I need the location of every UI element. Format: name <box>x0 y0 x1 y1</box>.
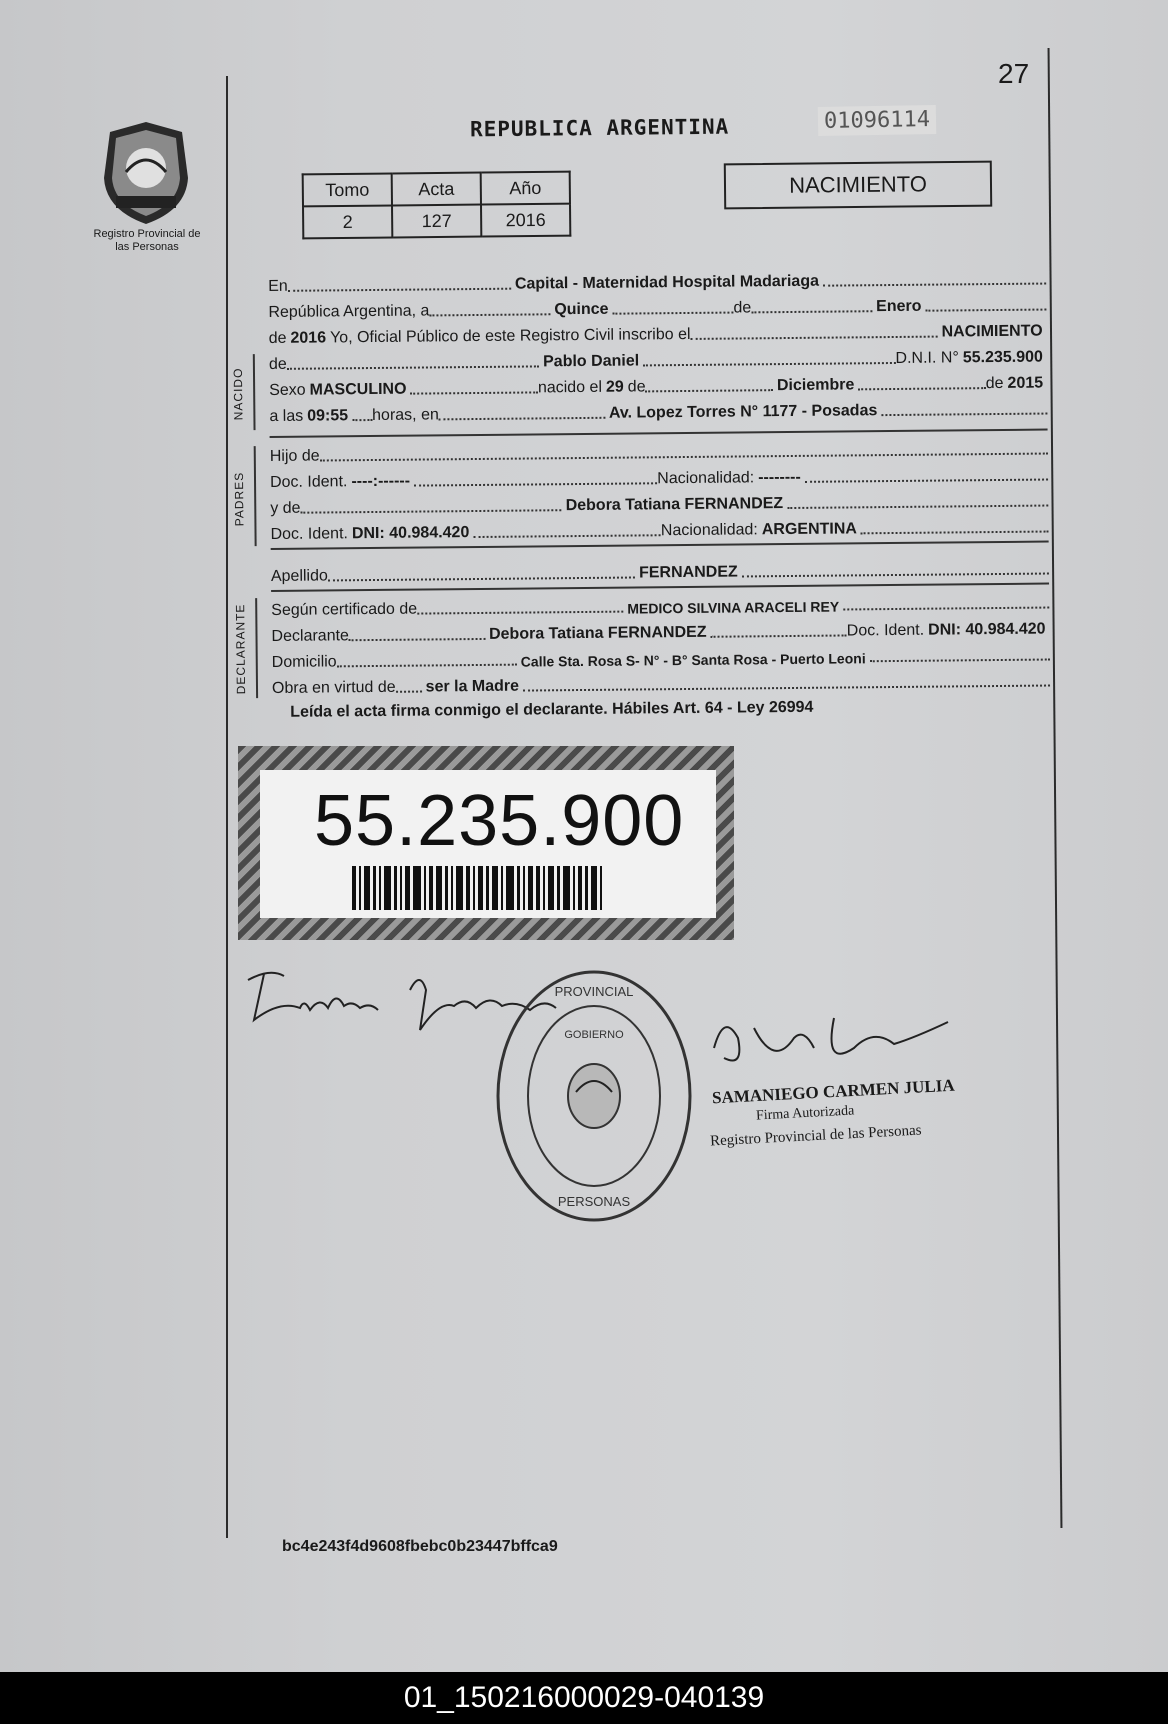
registry-label: Registro Provincial de las Personas <box>93 228 201 253</box>
document-title: REPUBLICA ARGENTINA <box>469 114 730 142</box>
inscribe-value: NACIMIENTO <box>941 322 1043 341</box>
mother-name: Debora Tatiana FERNANDEZ <box>565 495 784 515</box>
birth-year: 2015 <box>1007 374 1044 392</box>
y-de-label: y de <box>270 499 301 517</box>
anio-value: 2016 <box>481 204 570 237</box>
anio-header: Año <box>481 172 570 205</box>
dots <box>429 313 550 316</box>
obra-value: ser la Madre <box>425 677 520 696</box>
section-declarante <box>233 587 1050 698</box>
dots <box>473 534 661 538</box>
de3-label: de <box>268 355 287 373</box>
nacido-label: nacido el <box>537 378 603 397</box>
dots <box>643 362 895 366</box>
dots <box>328 576 635 581</box>
dots <box>843 607 1049 611</box>
birth-month: Diciembre <box>776 376 855 395</box>
nacido-bar <box>253 354 256 430</box>
dots <box>417 611 623 615</box>
sexo-label: Sexo <box>269 381 306 399</box>
barcode <box>352 866 662 910</box>
official-name: SAMANIEGO CARMEN JULIA <box>711 1075 956 1108</box>
acta-header: Acta <box>392 173 481 206</box>
de2-label: de <box>268 329 287 347</box>
a-las-label: a las <box>269 407 304 425</box>
scan-footer-id: 01_150216000029-040139 <box>0 1672 1168 1724</box>
dots <box>439 417 605 421</box>
doc2-label: Doc. Ident. <box>270 525 348 543</box>
nacionalidad-label: Nacionalidad: <box>657 469 755 488</box>
svg-text:GOBIERNO: GOBIERNO <box>564 1029 624 1041</box>
dots <box>349 638 485 641</box>
dots <box>613 312 734 315</box>
dots <box>337 664 517 668</box>
republica-label: República Argentina, a <box>268 302 430 321</box>
official-signature <box>704 1008 954 1078</box>
row-apellido <box>271 545 1049 586</box>
doc-label: Doc. Ident. <box>269 473 348 491</box>
province-logo <box>96 118 196 228</box>
oficial-text: Yo, Oficial Público de este Registro Civil inscribo el <box>329 325 691 347</box>
birth-day: 29 <box>605 378 624 396</box>
dots <box>646 389 773 392</box>
section-nacido <box>230 341 1048 426</box>
serial-number: 01096114 <box>818 105 936 136</box>
child-dni: 55.235.900 <box>962 348 1043 367</box>
section-padres <box>231 433 1049 544</box>
sexo-value: MASCULINO <box>309 380 407 399</box>
dots <box>787 505 1048 510</box>
dots <box>411 391 538 394</box>
dots <box>881 413 1047 417</box>
dots <box>823 283 1046 287</box>
declarante-value: Debora Tatiana FERNANDEZ <box>488 623 707 643</box>
father-nationality: -------- <box>758 468 801 487</box>
dots <box>861 531 1049 535</box>
official-round-seal <box>494 966 694 1226</box>
dots <box>805 479 1048 483</box>
dots <box>287 365 539 369</box>
id-number-stamp <box>238 746 734 940</box>
acta-value: 127 <box>392 205 481 238</box>
dots <box>751 310 872 313</box>
dots <box>396 691 422 693</box>
certificado-label: Según certificado de <box>271 600 418 619</box>
signature-registry: Registro Provincial de las Personas <box>709 1122 922 1150</box>
en-value: Capital - Maternidad Hospital Madariaga <box>514 272 820 293</box>
mother-doc: DNI: 40.984.420 <box>351 524 470 543</box>
de-label: de <box>733 299 752 317</box>
en-label: En <box>268 277 288 295</box>
hijo-de-label: Hijo de <box>269 447 320 465</box>
firma-autorizada: Firma Autorizada <box>755 1103 855 1124</box>
svg-text:PERSONAS: PERSONAS <box>557 1194 631 1209</box>
dots <box>926 309 1047 312</box>
declarante-side-label: DECLARANTE <box>233 603 249 695</box>
dots <box>711 634 847 637</box>
dots <box>414 482 657 486</box>
record-type-box: NACIMIENTO <box>724 161 992 210</box>
de4-label: de <box>627 378 646 396</box>
declarante-label: Declarante <box>271 627 349 645</box>
closing-statement: Leída el acta firma conmigo el declarante. Hábiles Art. 64 - Ley 26994 <box>290 698 814 721</box>
dots <box>870 659 1050 663</box>
stamp-label <box>260 770 716 918</box>
birth-time: 09:55 <box>307 407 349 425</box>
record-table <box>302 171 572 240</box>
obra-label: Obra en virtud de <box>271 678 396 697</box>
apellido-label: Apellido <box>270 567 328 585</box>
svg-text:PROVINCIAL: PROVINCIAL <box>554 984 634 999</box>
domicilio-label: Domicilio <box>271 653 337 671</box>
horas-label: horas, en <box>372 406 439 425</box>
certificado-value: MEDICO SILVINA ARACELI REY <box>627 598 840 617</box>
day-value: Quince <box>554 300 609 319</box>
nacido-side-label: NACIDO <box>230 367 246 421</box>
declarante-doc: DNI: 40.984.420 <box>928 620 1046 639</box>
domicilio-value: Calle Sta. Rosa S- N° - B° Santa Rosa - Puerto Leoni <box>520 650 866 670</box>
child-name: Pablo Daniel <box>543 352 640 371</box>
apellido-value: FERNANDEZ <box>638 563 738 582</box>
month-value: Enero <box>876 297 922 316</box>
mother-nationality: ARGENTINA <box>761 520 858 539</box>
doc3-label: Doc. Ident. <box>846 621 925 640</box>
dots <box>858 387 985 390</box>
dni-label: D.N.I. N° <box>895 349 959 367</box>
dots <box>742 573 1049 578</box>
dots <box>301 509 562 514</box>
padres-side-label: PADRES <box>231 471 247 527</box>
nacionalidad2-label: Nacionalidad: <box>660 521 758 540</box>
birth-record-form <box>230 263 1050 722</box>
stamp-number: 55.235.900 <box>314 781 685 861</box>
dots <box>523 685 1050 692</box>
left-margin-line <box>226 76 228 1538</box>
father-doc: ----:------ <box>351 472 411 491</box>
document-hash: bc4e243f4d9608fbebc0b23447bffca9 <box>282 1538 558 1555</box>
padres-bar <box>254 446 257 546</box>
tomo-header: Tomo <box>303 173 392 206</box>
dots <box>352 419 372 421</box>
birth-place: Av. Lopez Torres N° 1177 - Posadas <box>608 402 878 422</box>
declarante-bar <box>255 598 258 698</box>
de5-label: de <box>985 374 1004 393</box>
dots <box>691 336 938 340</box>
year-value: 2016 <box>290 329 327 347</box>
page-number: 27 <box>998 58 1030 89</box>
dots <box>288 288 511 292</box>
tomo-value: 2 <box>303 205 392 238</box>
right-margin-line <box>1048 48 1063 1528</box>
